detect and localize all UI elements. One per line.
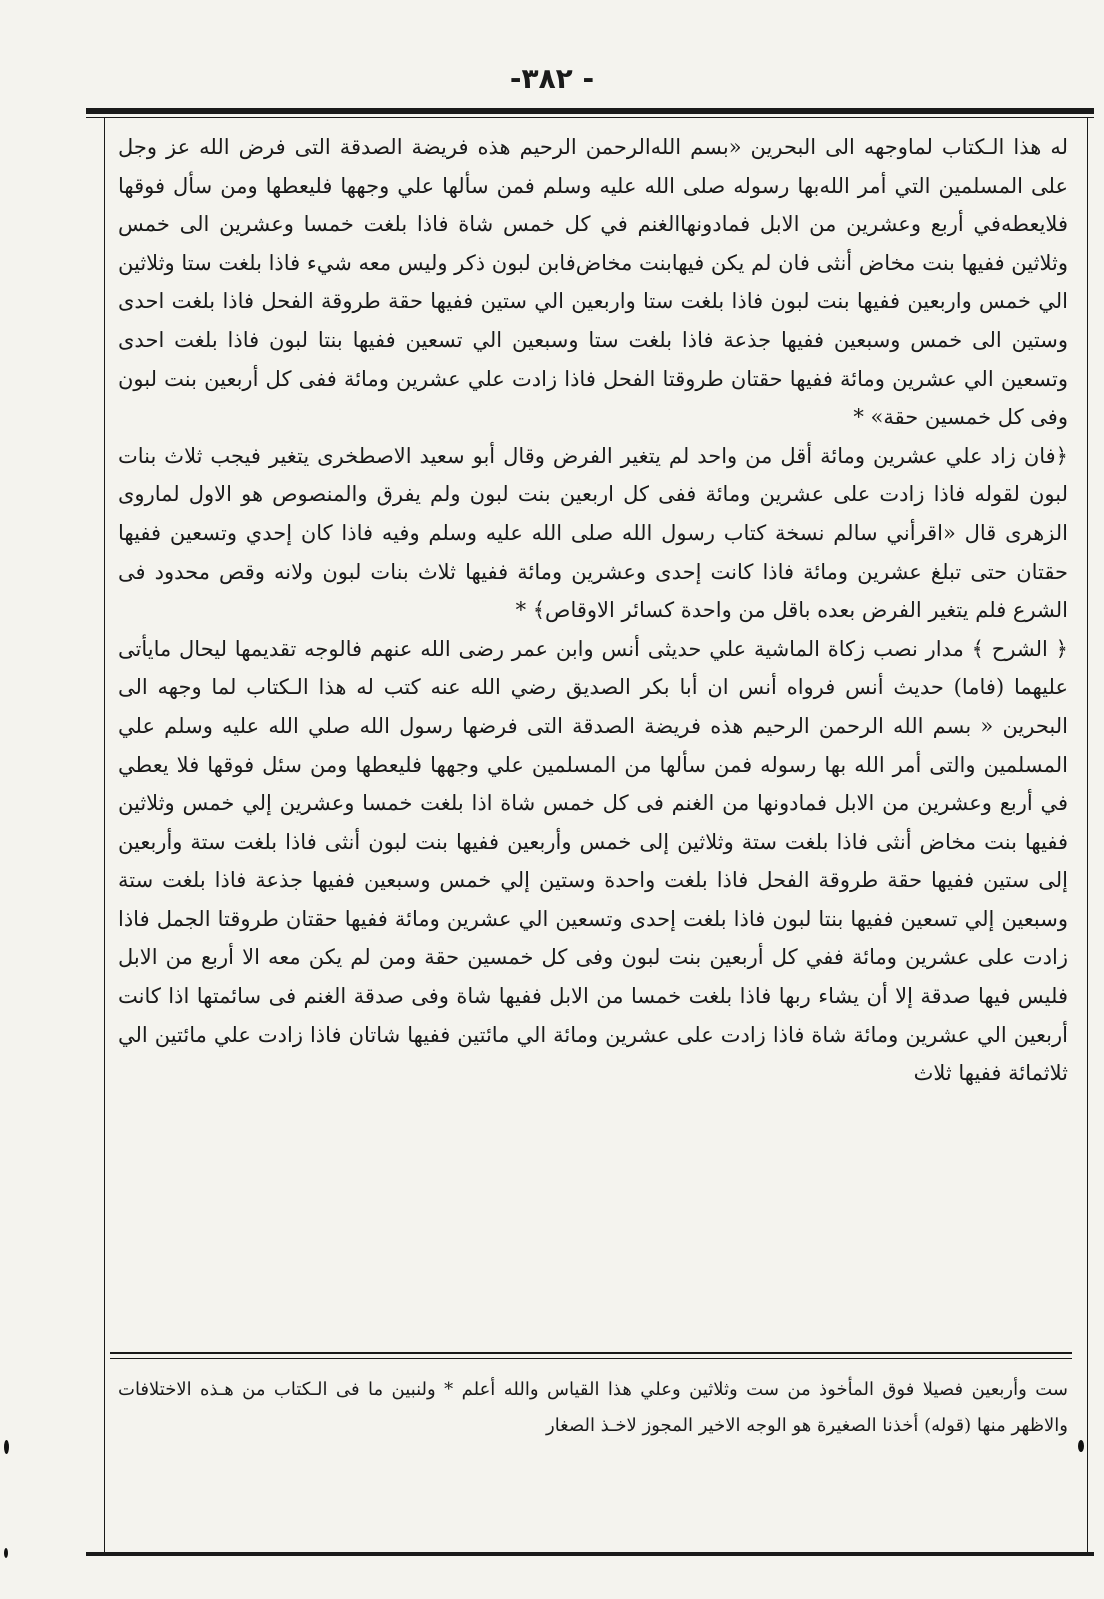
ink-speck — [1078, 1440, 1084, 1452]
main-text-block — [118, 128, 1068, 1093]
footnote-block — [118, 1372, 1068, 1444]
footnote-text: ست وأربعين فصيلا فوق المأخوذ من ست وثلاثين وعلي هذا القياس والله أعلم * ولنبين ما فى الـكتاب من هـذه الاختلافات والاظهر منها (قوله) أخذنا الصغيرة هو الوجه الاخير المجوز لاخـذ الصغار — [118, 1379, 1068, 1436]
bottom-rule — [86, 1552, 1094, 1556]
ink-speck — [4, 1548, 8, 1558]
top-rule-thick — [86, 108, 1094, 114]
paragraph-matn: ﴿فان زاد علي عشرين ومائة أقل من واحد لم يتغير الفرض وقال أبو سعيد الاصطخرى يتغير فيجب ثلاث بنات لبون لقوله فاذا زادت على عشرين ومائة ففى كل اربعين بنت لبون ولم يفرق والمنصوص هو الاول لماروى الزهرى قال «اقرأني سالم نسخة كتاب رسول الله صلى الله عليه وسلم وفيه فاذا كان إحدي وتسعين ففيها حقتان حتى تبلغ عشرين ومائة فاذا كانت إحدى وعشرين ومائة ففيها ثلاث بنات لبون ولانه وقص محدود فى الشرع فلم يتغير الفرض بعده باقل من واحدة كسائر الاوقاص﴾ * — [118, 443, 1068, 623]
paragraph-sharh: ﴿ الشرح ﴾ مدار نصب زكاة الماشية علي حديثى أنس وابن عمر رضى الله عنهم فالوجه تقديمها ليحال مايأتى عليهما (فاما) حديث أنس فرواه أنس ان أبا بكر الصديق رضي الله عنه كتب له هذا الـكتاب لما وجهه الى البحرين « بسم الله الرحمن الرحيم هذه فريضة الصدقة التى فرضها رسول الله صلي الله عليه وسلم علي المسلمين والتى أمر الله بها رسوله فمن سألها من المسلمين علي وجهها فليعطها ومن سئل فوقها فلا يعطي في أربع وعشرين من الابل فمادونها من الغنم فى كل خمس شاة اذا بلغت خمسا وعشرين إلي خمس وثلاثين ففيها بنت مخاض أنثى فاذا بلغت ستة وثلاثين إلى خمس وأربعين ففيها بنت لبون أنثى فاذا بلغت ستة وأربعين إلى ستين ففيها حقة طروقة الفحل فاذا بلغت واحدة وستين إلي خمس وسبعين ففيها جذعة فاذا بلغت ستة وسبعين إلي تسعين ففيها بنتا لبون فاذا بلغت إحدى وتسعين الي عشرين ومائة ففيها حقتان طروقتا الجمل فاذا زادت على عشرين ومائة ففي كل أربعين بنت لبون وفى كل خمسين حقة ومن لم يكن معه الا أربع من الابل فليس فيها صدقة إلا أن يشاء ربها فاذا بلغت خمسا من الابل ففيها شاة وفى صدقة الغنم فى سائمتها اذا كانت أربعين الي عشرين ومائة شاة فاذا زادت على عشرين ومائة الي مائتين ففيها شاتان فاذا زادت علي مائتين الي ثلاثمائة ففيها ثلاث — [118, 636, 1068, 1086]
paragraph-hadith-text: له هذا الـكتاب لماوجهه الى البحرين «بسم الله‌الرحمن الرحيم هذه فريضة الصدقة التى فرض الله عز وجل على المسلمين التي أمر الله‌بها رسوله صلى الله عليه وسلم فمن سألها علي وجهها فليعطها ومن سأل فوقها فلايعطه‌في أربع وعشرين من الابل فمادونها‌الغنم في كل خمس شاة فاذا بلغت خمسا وعشرين الى خمس وثلاثين ففيها بنت مخاض أنثى فان لم يكن فيهابنت مخاض‌فابن لبون ذكر وليس معه شيء فاذا بلغت ستا وثلاثين الي خمس واربعين ففيها بنت لبون فاذا بلغت ستا واربعين الي ستين ففيها حقة طروقة الفحل فاذا بلغت احدى وستين الى خمس وسبعين ففيها جذعة فاذا بلغت ستا وسبعين الي تسعين ففيها بنتا لبون فاذا بلغت احدى وتسعين الي عشرين ومائة ففيها حقتان طروقتا الفحل فاذا زادت علي عشرين ومائة ففى كل أربعين بنت لبون وفى كل خمسين حقة» * — [118, 135, 1068, 430]
ink-speck — [4, 1440, 9, 1454]
footnote-separator-thin — [110, 1358, 1072, 1359]
footnote-separator — [110, 1352, 1072, 1354]
page-number: -٣٨٢ - — [509, 62, 595, 95]
